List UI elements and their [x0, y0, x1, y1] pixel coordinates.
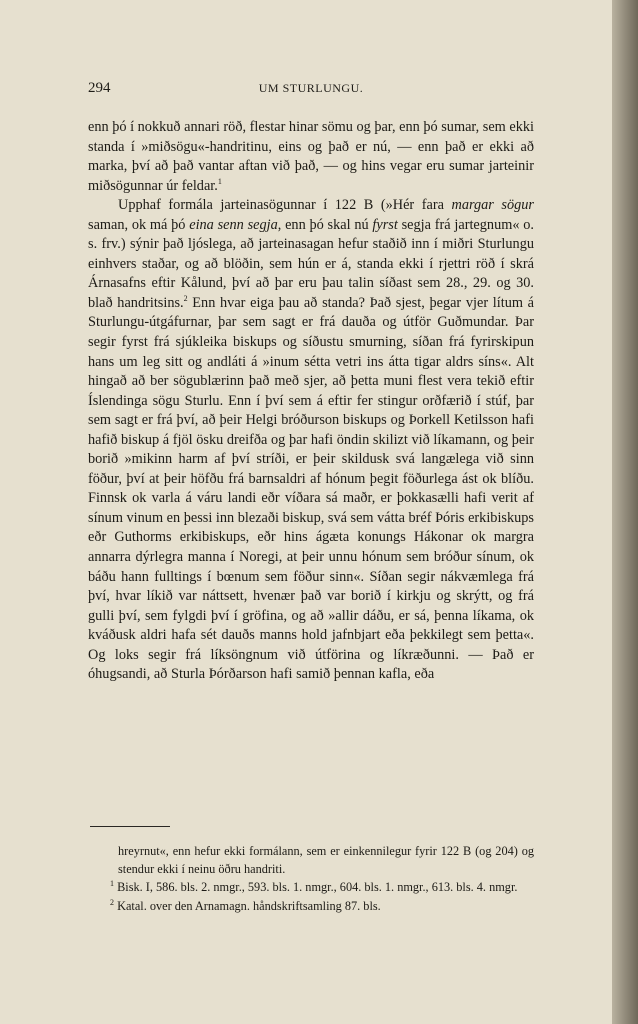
italic-phrase-2: eina senn segja [189, 216, 278, 233]
footnote-1-text: Bisk. I, 586. bls. 2. nmgr., 593. bls. 1. nmgr., 604. bls. 1. nmgr., 613. bls. 4. nmgr. [117, 880, 518, 895]
paragraph-1 [88, 118, 534, 196]
footnote-ref-2: 2 [183, 294, 188, 304]
footnote-2-mark: 2 [110, 897, 114, 907]
footnote-2 [110, 897, 534, 915]
italic-phrase-1: margar sögur [451, 197, 534, 214]
footnote-ref-1: 1 [217, 176, 222, 186]
running-head: UM STURLUNGU. [258, 81, 364, 95]
book-spine-shadow [612, 0, 638, 1024]
footnote-2-text: Katal. over den Arnamagn. håndskriftsamling 87. bls. [117, 898, 381, 913]
paragraph-1-text: enn þó í nokkuð annari röð, flestar hinar sömu og þar, enn þó sumar, sem ekki standa í »miðsögu«-handritinu, eins og það er nú, — enn það er ekki að marka, því að það vantar aftan við það, — og hins vegar eru sumar jarteinir miðsögunnar úr feldar. [88, 119, 534, 194]
page-number: 294 [88, 80, 111, 96]
footnote-rule [90, 826, 170, 827]
body-text [88, 118, 534, 685]
footnote-continuation: hreyrnut«, enn hefur ekki formálann, sem er einkennilegur fyrir 122 B (og 204) og stendur ekki í neinu öðru handriti. [118, 844, 534, 877]
paragraph-2-text-b: saman, ok má þó [88, 216, 190, 233]
italic-phrase-3: fyrst [372, 216, 398, 233]
paragraph-2-text-c: , enn þó skal nú [277, 216, 373, 233]
paragraph-2-text-d: segja frá jartegnum« o. s. frv.) sýnir það ljóslega, að jarteinasagan hefur staðið inn í miðri Sturlungu einhvers staðar, og að blöðin, sem hún er á, standa ekki í rjettri röð í skrá Árnasafns eftir Kålund, því að þar eru þau talin síðast sem 28., 29. og 30. blað handritsins. [88, 216, 534, 311]
footnotes [110, 842, 534, 915]
page-header [88, 80, 534, 100]
footnote-1-mark: 1 [110, 879, 114, 889]
paragraph-2-text-a: Upphaf formála jarteinasögunnar í 122 B (»Hér fara [118, 197, 452, 214]
footnote-1 [110, 878, 534, 896]
paragraph-2-text-e: Enn hvar eiga þau að standa? Það sjest, þegar vjer lítum á Sturlungu-útgáfurnar, þar sem sagt er frá dauða og útför Guðmundar. Þar segir fyrst frá sjúkleika biskups og síðustu smurning, síðan frá fyrirskipun hans um leg sitt og andláti á »inum sétta vetri ins átta tigar aldrs síns«. Alt hingað að ber sögublærinn það með sjer, að þetta muni flest vera tekið eftir Íslendinga sögu Sturlu. Enn í því sem á eftir fer stingur orðfærið í stúf, þar sem sagt er frá því, að þeir Helgi bróðurson biskups og Þorkell Ketilsson hafi hafið biskup á fjöl ösku dreifða og þar hafi öndin skilizt við líkamann, og þeir borið »mikinn harm af því stríði, er þeir skildusk svá langælega við sinn föður, því at þeir höfðu frá barnsaldri af hónum þegit föðurlega ást ok blíðu. Finnsk ok varla á váru landi eðr víðara sá maðr, er þokkasælli hafi verit af sínum vinum en þessi inn blezaði biskup, svá sem vátta bréf Þóris erkibiskups eðr Guthorms erkibiskups, eðr hins ágæta konungs Hákonar ok margra annarra dýrlegra manna í Noregi, at þeir unnu hónum sem bróður sínum, ok báðu hann fulltings í bœnum sem föður sinn«. Síðan segir nákvæmlega frá því, hvar líkið var náttsett, hvenær það var borið í kirkju og skrýtt, og frá gulli því, sem fylgdi því í gröfina, og að »allir dáðu, er sá, þenna líkama, ok kváðusk aldri hafa sét dauðs manns hold jafnbjart eða þekkilegt sem þetta«. Og loks segir frá líksöngnum við útförina og líkræðunni. — Það er óhugsandi, að Sturla Þórðarson hafi samið þennan kafla, eða [88, 294, 534, 683]
paragraph-2 [88, 196, 534, 685]
